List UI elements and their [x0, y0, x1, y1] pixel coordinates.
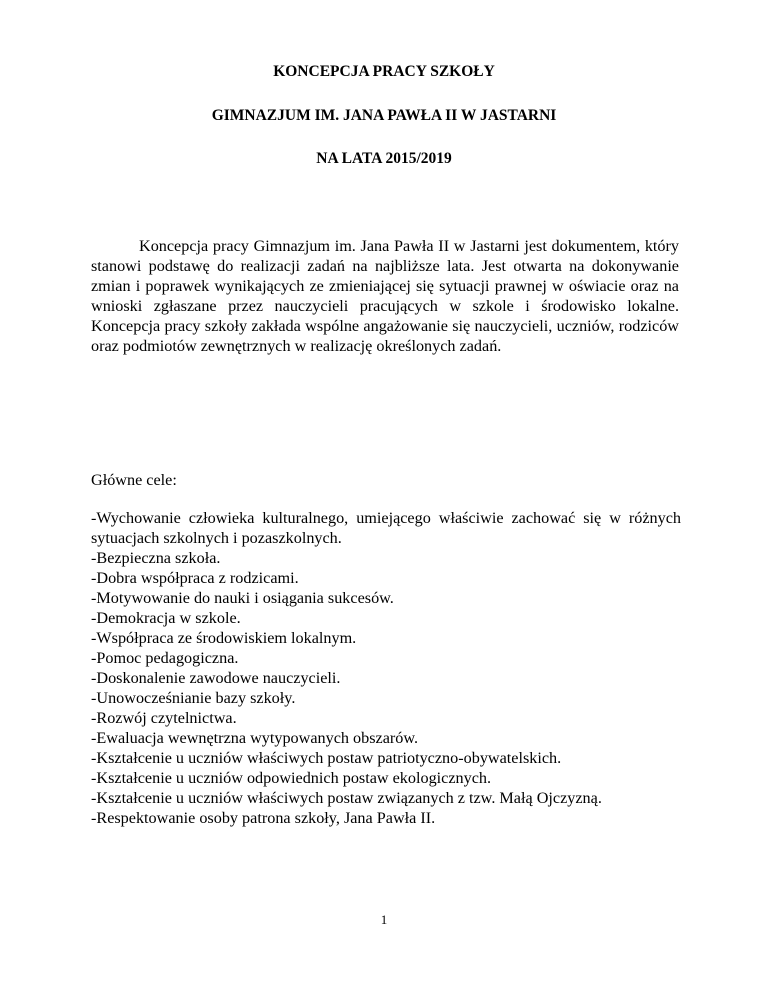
date-range: NA LATA 2015/2019	[316, 150, 452, 167]
list-item: -Kształcenie u uczniów odpowiednich postaw ekologicznych.	[91, 769, 492, 787]
list-item: -Kształcenie u uczniów właściwych postaw związanych z tzw. Małą Ojczyzną.	[91, 789, 602, 807]
intro-paragraph: Koncepcja pracy Gimnazjum im. Jana Pawła II w Jastarni jest dokumentem, który stanowi podstawę do realizacji zadań na najbliższe lata. Jest otwarta na dokonywanie zmian i poprawek wynikających ze zmieniającej się sytuacji prawnej w oświacie oraz na wnioski zgłaszane przez nauczycieli pracujących w szkole i środowisko lokalne. Koncepcja pracy szkoły zakłada wspólne angażowanie się nauczycieli, uczniów, rodziców oraz podmiotów zewnętrznych w realizację określonych zadań.	[91, 237, 679, 355]
list-item: -Kształcenie u uczniów właściwych postaw patriotyczno-obywatelskich.	[91, 749, 562, 767]
list-item: -Motywowanie do nauki i osiągania sukcesów.	[91, 589, 394, 607]
list-item: -Rozwój czytelnictwa.	[91, 709, 237, 727]
list-item: -Wychowanie człowieka kulturalnego, umiejącego właściwie zachować się w różnych sytuacjach szkolnych i pozaszkolnych.	[91, 509, 681, 547]
list-item: -Demokracja w szkole.	[91, 609, 241, 627]
list-item: -Respektowanie osoby patrona szkoły, Jana Pawła II.	[91, 809, 436, 827]
list-item: -Dobra współpraca z rodzicami.	[91, 569, 299, 587]
goals-list	[91, 508, 681, 828]
document-title: KONCEPCJA PRACY SZKOŁY	[273, 63, 495, 80]
list-item: -Pomoc pedagogiczna.	[91, 649, 239, 667]
list-item: -Doskonalenie zawodowe nauczycieli.	[91, 669, 341, 687]
list-item: -Ewaluacja wewnętrzna wytypowanych obszarów.	[91, 729, 419, 747]
list-item: -Unowocześnianie bazy szkoły.	[91, 689, 296, 707]
goals-heading: Główne cele:	[91, 471, 177, 489]
school-name: GIMNAZJUM IM. JANA PAWŁA II W JASTARNI	[211, 107, 557, 124]
page-number: 1	[380, 912, 388, 927]
list-item: -Współpraca ze środowiskiem lokalnym.	[91, 629, 357, 647]
list-item: -Bezpieczna szkoła.	[91, 549, 221, 567]
